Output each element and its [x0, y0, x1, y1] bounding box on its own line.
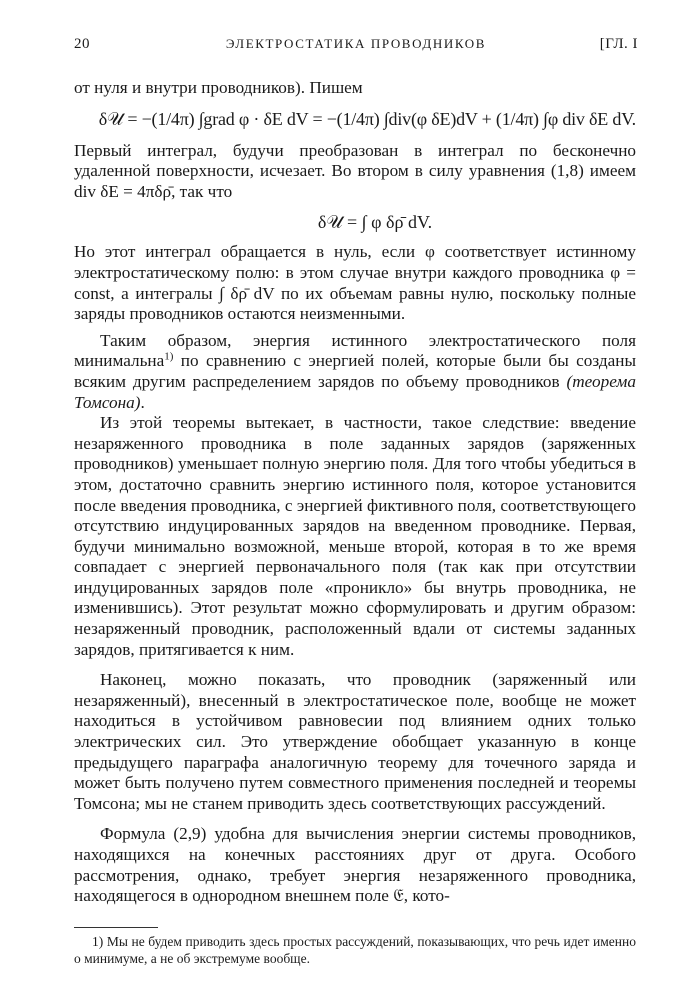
thomson-theorem: (теорема Томсона)	[74, 371, 636, 412]
formula-energy-variation: δ𝒰 = −(1/4π) ∫grad φ · δE dV = −(1/4π) ∫div(φ δE)dV + (1/4π) ∫φ div δE dV.	[98, 108, 636, 129]
paragraph-3-main: Таким образом, энергия истинного электростатического поля минимальна	[74, 330, 636, 371]
paragraph-2: Но этот интеграл обращается в нуль, если φ соответствует истинному электростатическому полю: в этом случае внутри каждого проводника φ = const, а интегралы ∫ δρ̄ dV по их объемам равны нулю, поскольку полные заряды проводников остаются неизменными.	[74, 242, 636, 324]
paragraph-3-cont: по сравнению с энергией полей, которые были бы созданы всяким другим распределением зарядов по объему проводников	[74, 351, 636, 391]
page-number: 20	[74, 36, 90, 52]
paragraph-1: Первый интеграл, будучи преобразован в интеграл по бесконечно удаленной поверхности, исчезает. Во втором в силу уравнения (1,8) имеем div δE = 4πδρ̄, так что	[74, 140, 636, 201]
page-body	[74, 78, 636, 907]
paragraph-3	[74, 331, 636, 413]
formula-energy-integral: δ𝒰 = ∫ φ δρ̄ dV.	[317, 212, 433, 233]
running-title: ЭЛЕКТРОСТАТИКА ПРОВОДНИКОВ	[225, 36, 487, 51]
paragraph-0: от нуля и внутри проводников). Пишем	[74, 78, 363, 97]
paragraph-6: Формула (2,9) удобна для вычисления энергии системы проводников, находящихся на конечных расстояниях друг от друга. Особого рассмотрения, однако, требует энергия незаряженного проводника, находящегося в однородном внешнем поле 𝔈, кото-	[74, 824, 636, 906]
footnote-rule	[74, 927, 158, 928]
paragraph-4: Из этой теоремы вытекает, в частности, такое следствие: введение незаряженного проводника в поле заданных зарядов (заряженных проводников) уменьшает полную энергию поля. Для того чтобы убедиться в этом, достаточно сравнить энергию истинного поля, которое установится после введения проводника, с энергией фиктивного поля, соответствующего отсутствию индуцированных зарядов на введенном проводнике. Первая, будучи минимально возможной, меньше второй, которая в то же время совпадает с энергией первоначального поля (так как при отсутствии индуцированных зарядов поле «проникло» бы внутрь проводника, не изменившись). Этот результат можно сформулировать и другим образом: незаряженный проводник, расположенный вдали от системы заданных зарядов, притягивается к ним.	[74, 413, 636, 659]
footnote-ref: 1)	[164, 350, 174, 363]
paragraph-3-end: .	[140, 392, 145, 412]
page-header	[74, 36, 638, 58]
paragraph-5: Наконец, можно показать, что проводник (заряженный или незаряженный), внесенный в электростатическое поле, вообще не может находиться в устойчивом равновесии под влиянием одних только электрических сил. Это утверждение обобщает указанную в конце предыдущего параграфа аналогичную теорему для точечного заряда и может быть получено путем совместного применения последней и теоремы Томсона; мы не станем приводить здесь соответствующих рассуждений.	[74, 670, 636, 813]
chapter-label: [ГЛ. I	[599, 36, 638, 52]
footnote: 1) Мы не будем приводить здесь простых рассуждений, показывающих, что речь идет именно о минимуме, а не об экстремуме вообще.	[74, 934, 636, 966]
